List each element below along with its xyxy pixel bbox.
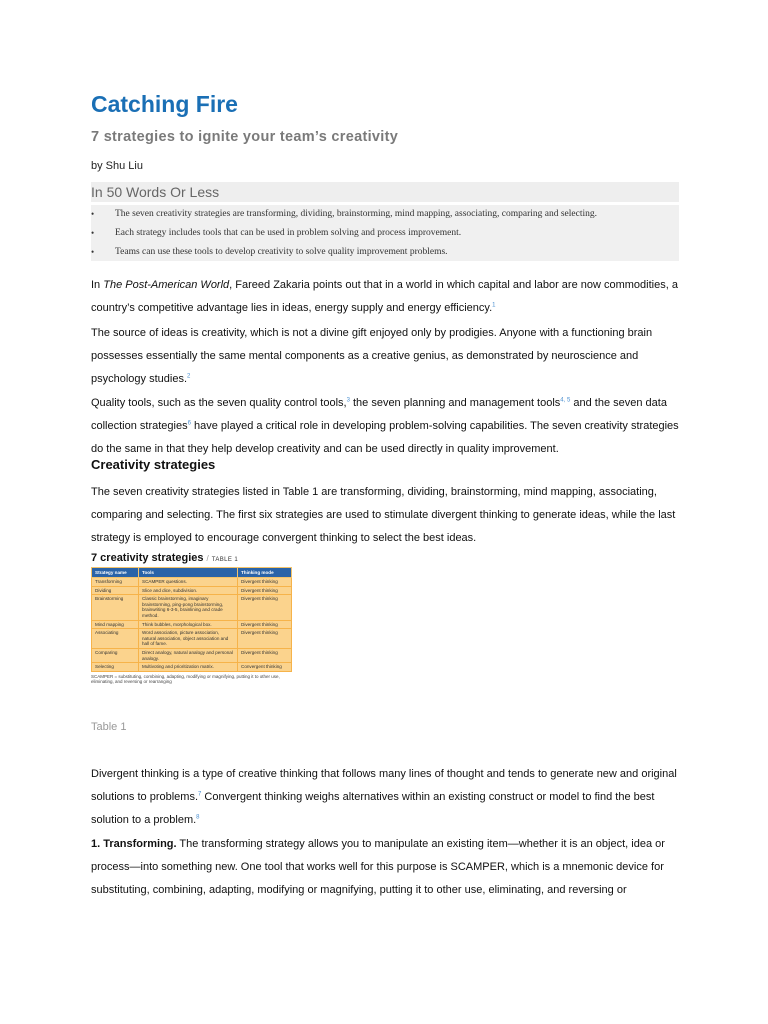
summary-list <box>91 205 679 262</box>
text: Quality tools, such as the seven quality control tools, <box>91 397 347 409</box>
text: The transforming strategy allows you to manipulate an existing item—whether it is an object, idea or process—into something new. One tool that works well for this purpose is SCAMPER, which is a mnemonic device for substituting, combining, adapting, modifying or magnifying, putting it to other use, eliminating, and reversing or <box>91 838 665 896</box>
text: , Fareed Zakaria points out that in a world in which capital and labor are now commodities, a country’s competitive advantage lies in ideas, energy supply and energy efficiency. <box>91 279 678 314</box>
table-header-cell: Thinking mode <box>238 568 292 578</box>
summary-item <box>91 224 679 243</box>
table-label: TABLE 1 <box>211 557 239 563</box>
text: have played a critical role in developing problem-solving capabilities. The seven creativity strategies do the same in that they help develop creativity and can be used directly in quality improvement. <box>91 420 679 455</box>
strategies-table-figure <box>91 552 283 685</box>
text: Convergent thinking weighs alternatives within an existing construct or model to find the best solution to a problem. <box>91 791 655 826</box>
table-cell: Divergent thinking <box>238 620 292 629</box>
table-cell: Multivoting and prioritization matrix. <box>139 663 238 672</box>
table-title <box>91 552 283 564</box>
table-cell: Comparing <box>92 648 139 662</box>
table-title-text: 7 creativity strategies <box>91 552 204 564</box>
summary-text: The seven creativity strategies are transforming, dividing, brainstorming, mind mapping, associating, comparing and selecting. <box>115 209 597 219</box>
summary-heading: In 50 Words Or Less <box>91 182 679 202</box>
table-cell: Divergent thinking <box>238 578 292 587</box>
article-subtitle: 7 strategies to ignite your team’s creativity <box>91 129 399 145</box>
reference-link[interactable]: 2 <box>187 373 191 380</box>
table-cell: Divergent thinking <box>238 595 292 620</box>
table-cell: Word association, picture association, natural association, object association and hall of fame. <box>139 629 238 649</box>
table-row <box>92 595 292 620</box>
paragraph-strategies: The seven creativity strategies listed in Table 1 are transforming, dividing, brainstorming, mind mapping, associating, comparing and selecting. The first six strategies are used to stimulate divergent thinking to generate ideas, while the last strategy is employed to encourage convergent thinking to select the best ideas. <box>91 486 676 544</box>
paragraph-quality-tools <box>91 392 681 461</box>
table-cell: Convergent thinking <box>238 663 292 672</box>
article-title: Catching Fire <box>91 91 238 117</box>
bullet-icon: • <box>91 247 95 257</box>
reference-link[interactable]: 1 <box>492 302 496 309</box>
table-title-slash: / <box>206 554 209 563</box>
table-cell: Dividing <box>92 586 139 595</box>
table-cell: Transforming <box>92 578 139 587</box>
table-row <box>92 648 292 662</box>
paragraph-divergent <box>91 763 681 832</box>
table-footnote: SCAMPER = substituting, combining, adapting, modifying or magnifying, putting it to other use, eliminating, and reversing or rearranging <box>91 673 280 685</box>
table-cell: Classic brainstorming, imaginary brainstorming, ping-pong brainstorming, brainwriting 6-3-5, brainlining and crade method. <box>139 595 238 620</box>
byline: by Shu Liu <box>91 160 143 172</box>
book-title: The Post-American World <box>103 279 230 291</box>
table-header-cell: Tools <box>139 568 238 578</box>
reference-link[interactable]: 4, 5 <box>560 397 571 404</box>
table-row <box>92 629 292 649</box>
bullet-icon: • <box>91 228 95 238</box>
reference-link[interactable]: 3 <box>346 397 350 404</box>
table-cell: Selecting <box>92 663 139 672</box>
strategies-table <box>91 567 292 672</box>
summary-text: Each strategy includes tools that can be used in problem solving and process improvement. <box>115 228 462 238</box>
table-cell: SCAMPER questions. <box>139 578 238 587</box>
text: In <box>91 279 104 291</box>
table-cell: Direct analogy, natural analogy and personal analogy. <box>139 648 238 662</box>
table-cell: Divergent thinking <box>238 586 292 595</box>
bullet-icon: • <box>91 209 95 219</box>
text: Divergent thinking is a type of creative thinking that follows many lines of thought and tends to generate new and original solutions to problems. <box>91 768 677 803</box>
summary-box <box>91 205 679 261</box>
section-heading: Creativity strategies <box>91 457 216 472</box>
table-header-row <box>92 568 292 578</box>
text: the seven planning and management tools <box>349 397 561 409</box>
reference-link[interactable]: 6 <box>187 420 191 427</box>
text: The source of ideas is creativity, which is not a divine gift enjoyed only by prodigies. Anyone with a functioning brain possesses essentially the same mental components as a creative genius, as demonstrated by neuroscience and psychology studies. <box>91 327 653 385</box>
table-cell: Slice and dice, subdivision. <box>139 586 238 595</box>
table-cell: Associating <box>92 629 139 649</box>
table-caption: Table 1 <box>91 721 127 733</box>
paragraph-transforming <box>91 833 681 902</box>
paragraph-intro <box>91 274 681 320</box>
table-cell: Divergent thinking <box>238 629 292 649</box>
table-cell: Think bubbles, morphological box. <box>139 620 238 629</box>
table-row <box>92 586 292 595</box>
summary-text: Teams can use these tools to develop creativity to solve quality improvement problems. <box>115 247 448 257</box>
table-row <box>92 663 292 672</box>
table-row <box>92 620 292 629</box>
reference-link[interactable]: 7 <box>198 791 202 798</box>
table-header-cell: Strategy name <box>92 568 139 578</box>
table-row <box>92 578 292 587</box>
table-cell: Divergent thinking <box>238 648 292 662</box>
text: and the seven data collection strategies <box>91 397 667 432</box>
summary-item <box>91 243 679 262</box>
table-cell: Brainstorming <box>92 595 139 620</box>
paragraph-ideas <box>91 322 681 391</box>
summary-item <box>91 205 679 224</box>
reference-link[interactable]: 8 <box>196 814 200 821</box>
subsection-heading: 1. Transforming. <box>91 838 177 850</box>
table-cell: Mind mapping <box>92 620 139 629</box>
